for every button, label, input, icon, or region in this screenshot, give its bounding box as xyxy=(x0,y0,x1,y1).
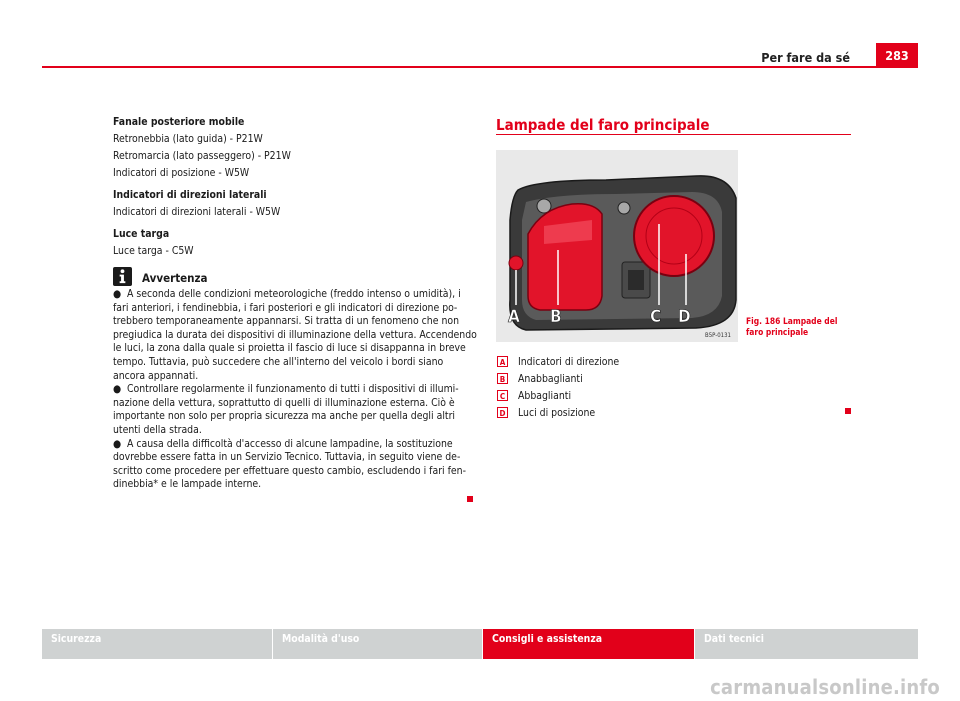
warning-header xyxy=(113,267,477,286)
warning-bullet: ● A seconda delle condizioni meteorologiche (freddo intenso o umidità), i fari anteriori, i fendinebbia, i fari posteriori e gli indicatori di direzione potrebbero temporaneamente appannarsi. Si tratta di un fenomeno che non pregiudica la durata dei dispositivi di illuminazione della vettura. Accendendo le luci, la zona dalla quale si proietta il fascio di luce si disappanna in breve tempo. Tuttavia, può succedere che all'interno del veicolo i bordi siano ancora appannati. xyxy=(113,288,477,382)
figure-caption-text: Lampade del faro principale xyxy=(746,316,838,337)
figure-legend xyxy=(497,353,619,421)
figure-caption-label: Fig. 186 xyxy=(746,316,781,326)
info-icon xyxy=(113,267,132,286)
tab-modalita-uso[interactable]: Modalità d'uso xyxy=(273,629,482,659)
header-rule xyxy=(42,66,918,68)
legend-key-a: A xyxy=(497,356,508,367)
bulb-spec-line: Indicatori di direzioni laterali - W5W xyxy=(113,206,281,218)
warning-title: Avvertenza xyxy=(142,271,208,285)
running-header-title: Per fare da sé xyxy=(761,50,850,65)
callout-b: B xyxy=(550,307,562,327)
tab-sicurezza[interactable]: Sicurezza xyxy=(42,629,272,659)
callout-d: D xyxy=(678,307,691,327)
legend-text: Anabbaglianti xyxy=(518,372,583,385)
warning-bullet: ● Controllare regolarmente il funzionamento di tutti i dispositivi di illuminazione della vettura, soprattutto di quelli di illuminazione esterna. Ciò è importante non solo per propria sicurezza ma anche per quella degli altri utenti della strada. xyxy=(113,383,459,436)
callout-a: A xyxy=(508,307,520,327)
bulb-spec-line: Retromarcia (lato passeggero) - P21W xyxy=(113,150,291,162)
bulb-spec-line: Retronebbia (lato guida) - P21W xyxy=(113,133,263,145)
legend-text: Abbaglianti xyxy=(518,389,572,402)
section-rule xyxy=(496,134,851,135)
section-end-marker xyxy=(845,408,851,414)
legend-text: Indicatori di direzione xyxy=(518,355,620,368)
tab-consigli-assistenza[interactable]: Consigli e assistenza xyxy=(483,629,694,659)
callout-c: C xyxy=(650,307,662,327)
bulb-spec-line: Indicatori di posizione - W5W xyxy=(113,167,250,179)
section-end-marker xyxy=(467,496,473,502)
legend-key-c: C xyxy=(497,390,508,401)
plate-light-heading: Luce targa xyxy=(113,228,170,240)
headlight-illustration xyxy=(496,150,738,342)
legend-key-b: B xyxy=(497,373,508,384)
rear-light-heading: Fanale posteriore mobile xyxy=(113,116,245,128)
legend-item xyxy=(497,353,619,370)
tab-dati-tecnici[interactable]: Dati tecnici xyxy=(695,629,918,659)
watermark: carmanualsonline.info xyxy=(710,675,940,699)
legend-item xyxy=(497,387,619,404)
page-number: 283 xyxy=(876,43,918,68)
footer-tab-bar xyxy=(42,629,918,659)
figure-caption xyxy=(746,316,846,337)
side-indicator-heading: Indicatori di direzioni laterali xyxy=(113,189,267,201)
bulb-spec-line: Luce targa - C5W xyxy=(113,245,194,257)
left-column xyxy=(113,114,477,492)
legend-item xyxy=(497,370,619,387)
legend-text: Luci di posizione xyxy=(518,406,596,419)
section-title: Lampade del faro principale xyxy=(496,116,710,134)
warning-bullet: ● A causa della difficoltà d'accesso di alcune lampadine, la sostituzione dovrebbe essere fatta in un Servizio Tecnico. Tuttavia, in seguito viene descritto come procedere per effettuare questo cambio, escludendo i fari fendinebbia* e le lampade interne. xyxy=(113,437,466,491)
legend-key-d: D xyxy=(497,407,508,418)
figure-code: B5P-0131 xyxy=(705,332,731,339)
legend-item xyxy=(497,404,619,421)
headlight-figure xyxy=(496,150,738,342)
